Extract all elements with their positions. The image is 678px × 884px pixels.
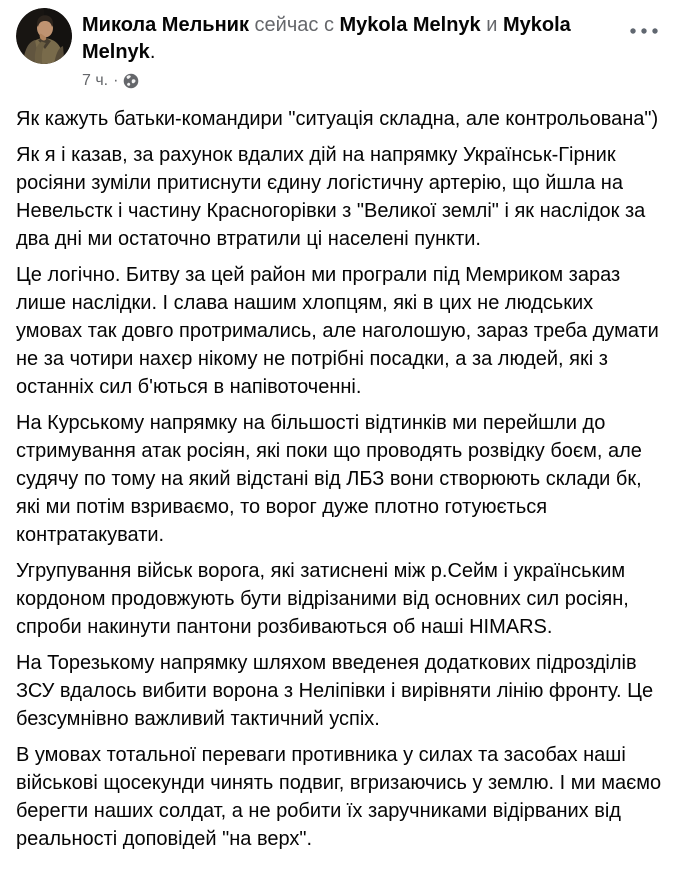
byline-context-text: сейчас с bbox=[254, 14, 334, 36]
tagged-profile-link-1[interactable]: Mykola Melnyk bbox=[339, 14, 481, 36]
post-paragraph: Це логічно. Битву за цей район ми програли під Мемриком зараз лише наслідки. І слава нашим хлопцям, які в цих не людських умовах так довго протримались, але наголошую, зараз треба думати не за чотири нахєр нікому не потрібні посадки, а за людей, які з останніх сил б'ються в напівоточенні. bbox=[16, 264, 659, 398]
globe-icon bbox=[123, 73, 139, 89]
byline-period: . bbox=[149, 41, 156, 63]
post-header bbox=[16, 8, 662, 91]
tagged-profile-link-2[interactable]: Mykola Melnyk bbox=[82, 14, 571, 63]
byline-conjunction: и bbox=[486, 14, 498, 36]
post-meta bbox=[82, 70, 626, 91]
profile-photo bbox=[16, 8, 72, 64]
post-paragraph: Як кажуть батьки-командири "ситуація складна, але контрольована") bbox=[16, 108, 659, 130]
post-paragraph: На Торезькому напрямку шляхом введенея додаткових підрозділів ЗСУ вдалось вибити ворона з Неліпівки і вирівняти лінію фронту. Це безсумнівно важливий тактичний успіх. bbox=[16, 652, 654, 730]
timestamp-link[interactable]: 7 ч. bbox=[82, 72, 109, 89]
post-paragraph: В умовах тотальної переваги противника у силах та засобах наші військові щосекунди чинять подвиг, вгризаючись у землю. І ми маємо берегти наших солдат, а не робити їх заручниками відірваних від реальності доповідей "на верх". bbox=[16, 744, 662, 850]
meta-separator: · bbox=[113, 72, 119, 89]
post-text bbox=[16, 105, 662, 853]
post-byline bbox=[82, 12, 626, 66]
author-avatar[interactable] bbox=[16, 8, 72, 64]
post-paragraph: На Курському напрямку на більшості відтинків ми перейшли до стримування атак росіян, які поки що проводять розвідку боєм, але судячу по тому на який відстані від ЛБЗ вони створюють склади бк, які ми потім взриваємо, то ворог дуже плотно готуюється контратакувати. bbox=[16, 412, 642, 546]
author-name-link[interactable]: Микола Мельник bbox=[82, 14, 249, 36]
post-paragraph: Угрупування військ ворога, які затиснені між р.Сейм і українським кордоном продовжують бути відрізаними від основних сил росіян, спроби накинути пантони розбиваються об наші HIMARS. bbox=[16, 560, 629, 638]
ellipsis-icon bbox=[630, 28, 658, 34]
post-paragraph: Як я і казав, за рахунок вдалих дій на напрямку Українськ-Гірник росіяни зуміли притиснути єдину логістичну артерію, що йшла на Невельстк і частину Красногорівки з "Великої землі" і як наслідок за два дні ми остаточно втратили ці населені пункти. bbox=[16, 144, 646, 250]
post-header-info bbox=[82, 8, 626, 91]
post-options-button[interactable] bbox=[626, 20, 662, 42]
